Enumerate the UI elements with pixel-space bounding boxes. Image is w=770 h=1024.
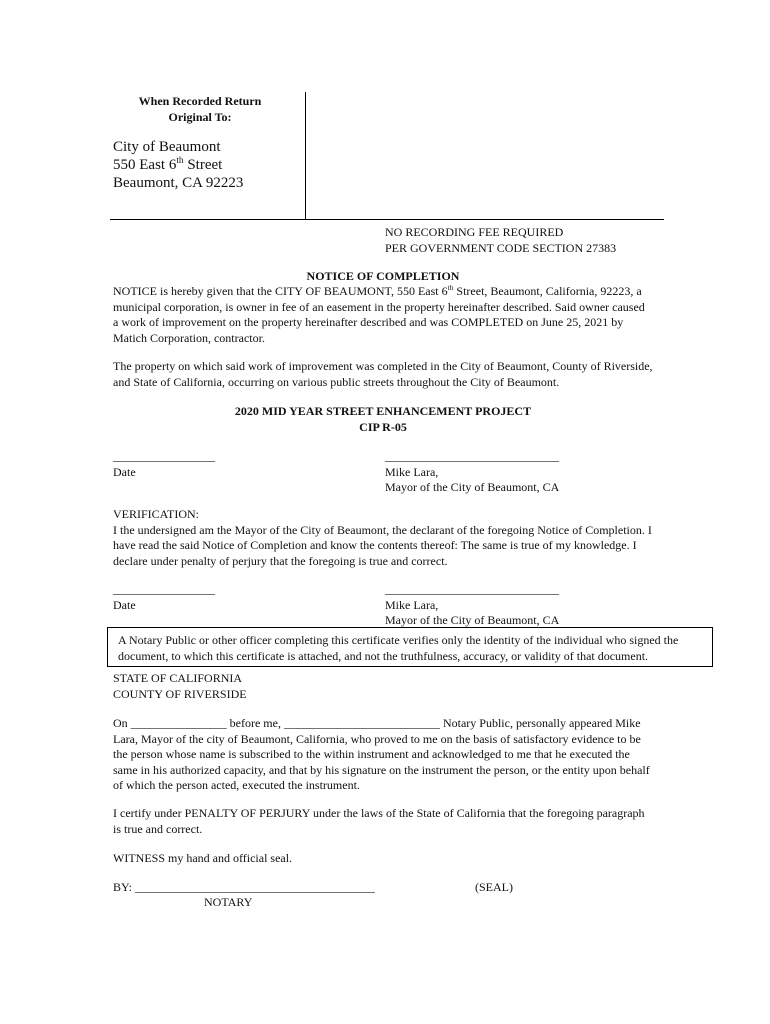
- date-label: Date: [113, 464, 136, 479]
- acknowledgment-paragraph: On ________________ before me, __________________________ Notary Public, personally appeared Mike Lara, Mayor of the city of Beaumont, California, who proved to me on the basis of satisfactory evidence to be the person whose name is subscribed to the within instrument and acknowledged to me that he executed the same in his authorized capacity, and that by his signature on the instrument the person, or the entity upon behalf of which the person acted, executed the instrument.: [113, 716, 650, 792]
- address-street: 550 East 6th Street: [113, 156, 223, 173]
- header-horizontal-rule: [110, 219, 664, 220]
- certify-paragraph: I certify under PENALTY OF PERJURY under the laws of the State of California that the foregoing paragraph is true and correct.: [113, 806, 645, 836]
- witness-line: WITNESS my hand and official seal.: [113, 851, 293, 865]
- project-line2: CIP R-05: [359, 419, 407, 434]
- signature1-mayor: [385, 449, 559, 496]
- mayor-signature-line: _____________________________: [385, 449, 559, 463]
- mayor-title: Mayor of the City of Beaumont, CA: [385, 480, 560, 494]
- verification-heading: VERIFICATION:: [113, 507, 199, 521]
- notary-signature-line: BY: ________________________________________: [113, 880, 375, 894]
- address-citystate: Beaumont, CA 92223: [113, 175, 244, 191]
- state-line: STATE OF CALIFORNIA: [113, 671, 243, 685]
- notary-disclaimer-box: A Notary Public or other officer completing this certificate verifies only the identity of the individual who signed the document, to which this certificate is attached, and not the truthfulness, accuracy, or validity of that document.: [107, 627, 713, 667]
- fee-line1: NO RECORDING FEE REQUIRED: [385, 225, 564, 239]
- venue: [113, 671, 247, 702]
- signature1-date: [113, 449, 215, 480]
- date-signature-line: _________________: [113, 582, 215, 596]
- mayor-title: Mayor of the City of Beaumont, CA: [385, 613, 560, 627]
- signature2-mayor: [385, 582, 559, 629]
- header-vertical-rule: [305, 92, 306, 220]
- mayor-name: Mike Lara,: [385, 464, 439, 479]
- notice-title: NOTICE OF COMPLETION: [306, 269, 460, 283]
- seal-label: (SEAL): [475, 880, 513, 894]
- return-to-line2: Original To:: [168, 109, 232, 124]
- notice-paragraph-1: NOTICE is hereby given that the CITY OF BEAUMONT, 550 East 6th Street, Beaumont, California, 92223, a municipal corporation, is owner in fee of an easement in the property hereinafter described. Said owner caused a work of improvement on the property hereinafter described and was COMPLETED on June 25, 2021 by Matich Corporation, contractor.: [113, 283, 645, 345]
- return-address: [113, 138, 303, 192]
- mayor-signature-line: _____________________________: [385, 582, 559, 596]
- mayor-name: Mike Lara,: [385, 597, 439, 612]
- verification-text: I the undersigned am the Mayor of the City of Beaumont, the declarant of the foregoing Notice of Completion. I have read the said Notice of Completion and know the contents thereof: The same is true of my knowledge. I declare under penalty of perjury that the foregoing is true and correct.: [113, 522, 652, 568]
- notary-label: NOTARY: [204, 895, 253, 909]
- recording-fee-notice: [385, 224, 675, 256]
- verification-section: [113, 507, 653, 569]
- signature2-date: [113, 582, 215, 613]
- fee-line2: PER GOVERNMENT CODE SECTION 27383: [385, 241, 617, 255]
- date-signature-line: _________________: [113, 449, 215, 463]
- notice-paragraph-2: The property on which said work of improvement was completed in the City of Beaumont, County of Riverside, and State of California, occurring on various public streets throughout the City of Beaumont.: [113, 359, 653, 389]
- project-title: [113, 404, 653, 435]
- return-to-heading: [110, 94, 290, 125]
- address-city: City of Beaumont: [113, 139, 221, 155]
- date-label: Date: [113, 597, 136, 612]
- project-line1: 2020 MID YEAR STREET ENHANCEMENT PROJECT: [234, 404, 532, 418]
- county-line: COUNTY OF RIVERSIDE: [113, 686, 247, 701]
- return-to-line1: When Recorded Return: [138, 94, 262, 108]
